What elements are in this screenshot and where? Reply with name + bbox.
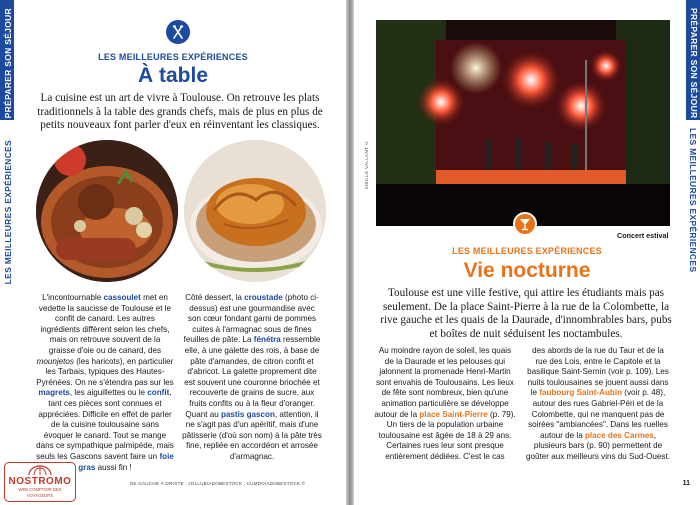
concert-photo-credit: SIBILLE VALLANT © [364, 140, 369, 190]
right-kicker: LES MEILLEURES EXPÉRIENCES [452, 246, 602, 256]
right-intro: Toulouse est une ville festive, qui attire les étudiants mais pas seulement. De la place Saint-Pierre à la rue de la Colombette, la rive gauche et les quais de la Daurade, d'innombrables bars, pubs et boîtes de nuit séduisent les noctambules. [380, 287, 672, 340]
cutlery-icon [166, 20, 190, 44]
watermark-tagline: WEB COMPTOIR DES VOYAGEURS [18, 487, 62, 498]
left-page [0, 0, 346, 505]
page-number: 11 [682, 480, 690, 487]
globe-icon [28, 465, 52, 476]
cassoulet-photo [36, 140, 178, 282]
right-column-2: des abords de la rue du Taur et de la rue des Lois, entre le Capitole et la basilique Saint-Sernin (voir p. 109). Les nuits toulousaines se jouent aussi dans le faubourg Saint-Aubin (voir p. 48), autour des rues Gabriel-Péri et de la Colombette, qui ne manquent pas de soirées "ambiancées". Dans les ruelles autour de la place des Carmes, plusieurs bars (p. 90) permettent de goûter aux meilleurs vins du Sud-Ouest. [526, 346, 670, 461]
right-section-tab [686, 0, 700, 120]
right-column-1: Au moindre rayon de soleil, les quais de la Daurade et les pelouses qui jalonnent la promenade Henri-Martin sont envahis de Toulousains. Les lieux de fête sont nombreux, bien qu'une animation particulière se développe autour de la place Saint-Pierre (p. 79). Un tiers de la population urbaine toulousaine est âgée de 18 à 29 ans. Certaines rues leur sont presque entièrement dédiées. C'est le cas [374, 346, 516, 461]
concert-photo [376, 20, 670, 226]
right-side-label: LES MEILLEURES EXPÉRIENCES [688, 128, 698, 273]
left-tab-label: PRÉPARER SON SÉJOUR [3, 8, 13, 119]
left-photo-credit: DE GAUCHE À DROITE : JOLLUB/ADOBESTOCK ; CUMDO/ADOBESTOCK © [130, 481, 306, 486]
cocktail-glass-icon [513, 212, 537, 236]
left-column-2: Côté dessert, la croustade (photo ci-dessus) est une gourmandise avec son cœur fondant garni de pommes cuites à l'armagnac sous de fines feuilles de pâte. La fénétra ressemble elle, à une galette des rois, à base de pâte d'amandes, de citron confit et d'abricot. La galette proprement dite est souvent une couronne briochée et recouverte de grains de sucre, aux fruits confits ou à la fleur d'oranger. Quant au pastis gascon, attention, il ne s'agit pas d'un apéritif, mais d'une pâtisserie (d'où son nom) à la pâte très fine, repliée en accordéon et arrosée d'armagnac. [182, 293, 322, 461]
photo-caption: Concert estival [617, 231, 669, 240]
nostromo-watermark [4, 462, 76, 502]
watermark-brand: NOSTROMO [8, 476, 72, 487]
left-title: À table [137, 64, 208, 87]
right-title: Vie nocturne [463, 259, 591, 282]
right-tab-label: PRÉPARER SON SÉJOUR [689, 8, 699, 119]
book-gutter [346, 0, 354, 505]
croustade-photo [184, 140, 326, 282]
left-kicker: LES MEILLEURES EXPÉRIENCES [98, 52, 248, 62]
left-intro: La cuisine est un art de vivre à Toulouse. On retrouve les plats traditionnels à la table des grands chefs, mais de plus en plus de petits nouveaux font parler d'eux en réinventant les classiques. [37, 92, 323, 132]
left-column-1: L'incontournable cassoulet met en vedette la saucisse de Toulouse et le confit de canard. Les autres ingrédients diffèrent selon les chefs, mais on retrouve souvent de la graisse d'oie ou de canard, des mounjetos (les haricots), en particulier les Tarbais, typiques des Hautes-Pyrénées. On ne s'étendra pas sur les magrets, les aiguillettes ou le confit, tant ces pièces sont connues et appréciées. Difficile en effet de parler de la cuisine toulousaine sans évoquer le canard. Tout se mange dans ce sympathique palmipède, mais seuls les Gascons savent faire un foie gras aussi fin ! [36, 293, 174, 472]
left-side-label: LES MEILLEURES EXPÉRIENCES [3, 140, 13, 285]
right-page [354, 0, 700, 505]
